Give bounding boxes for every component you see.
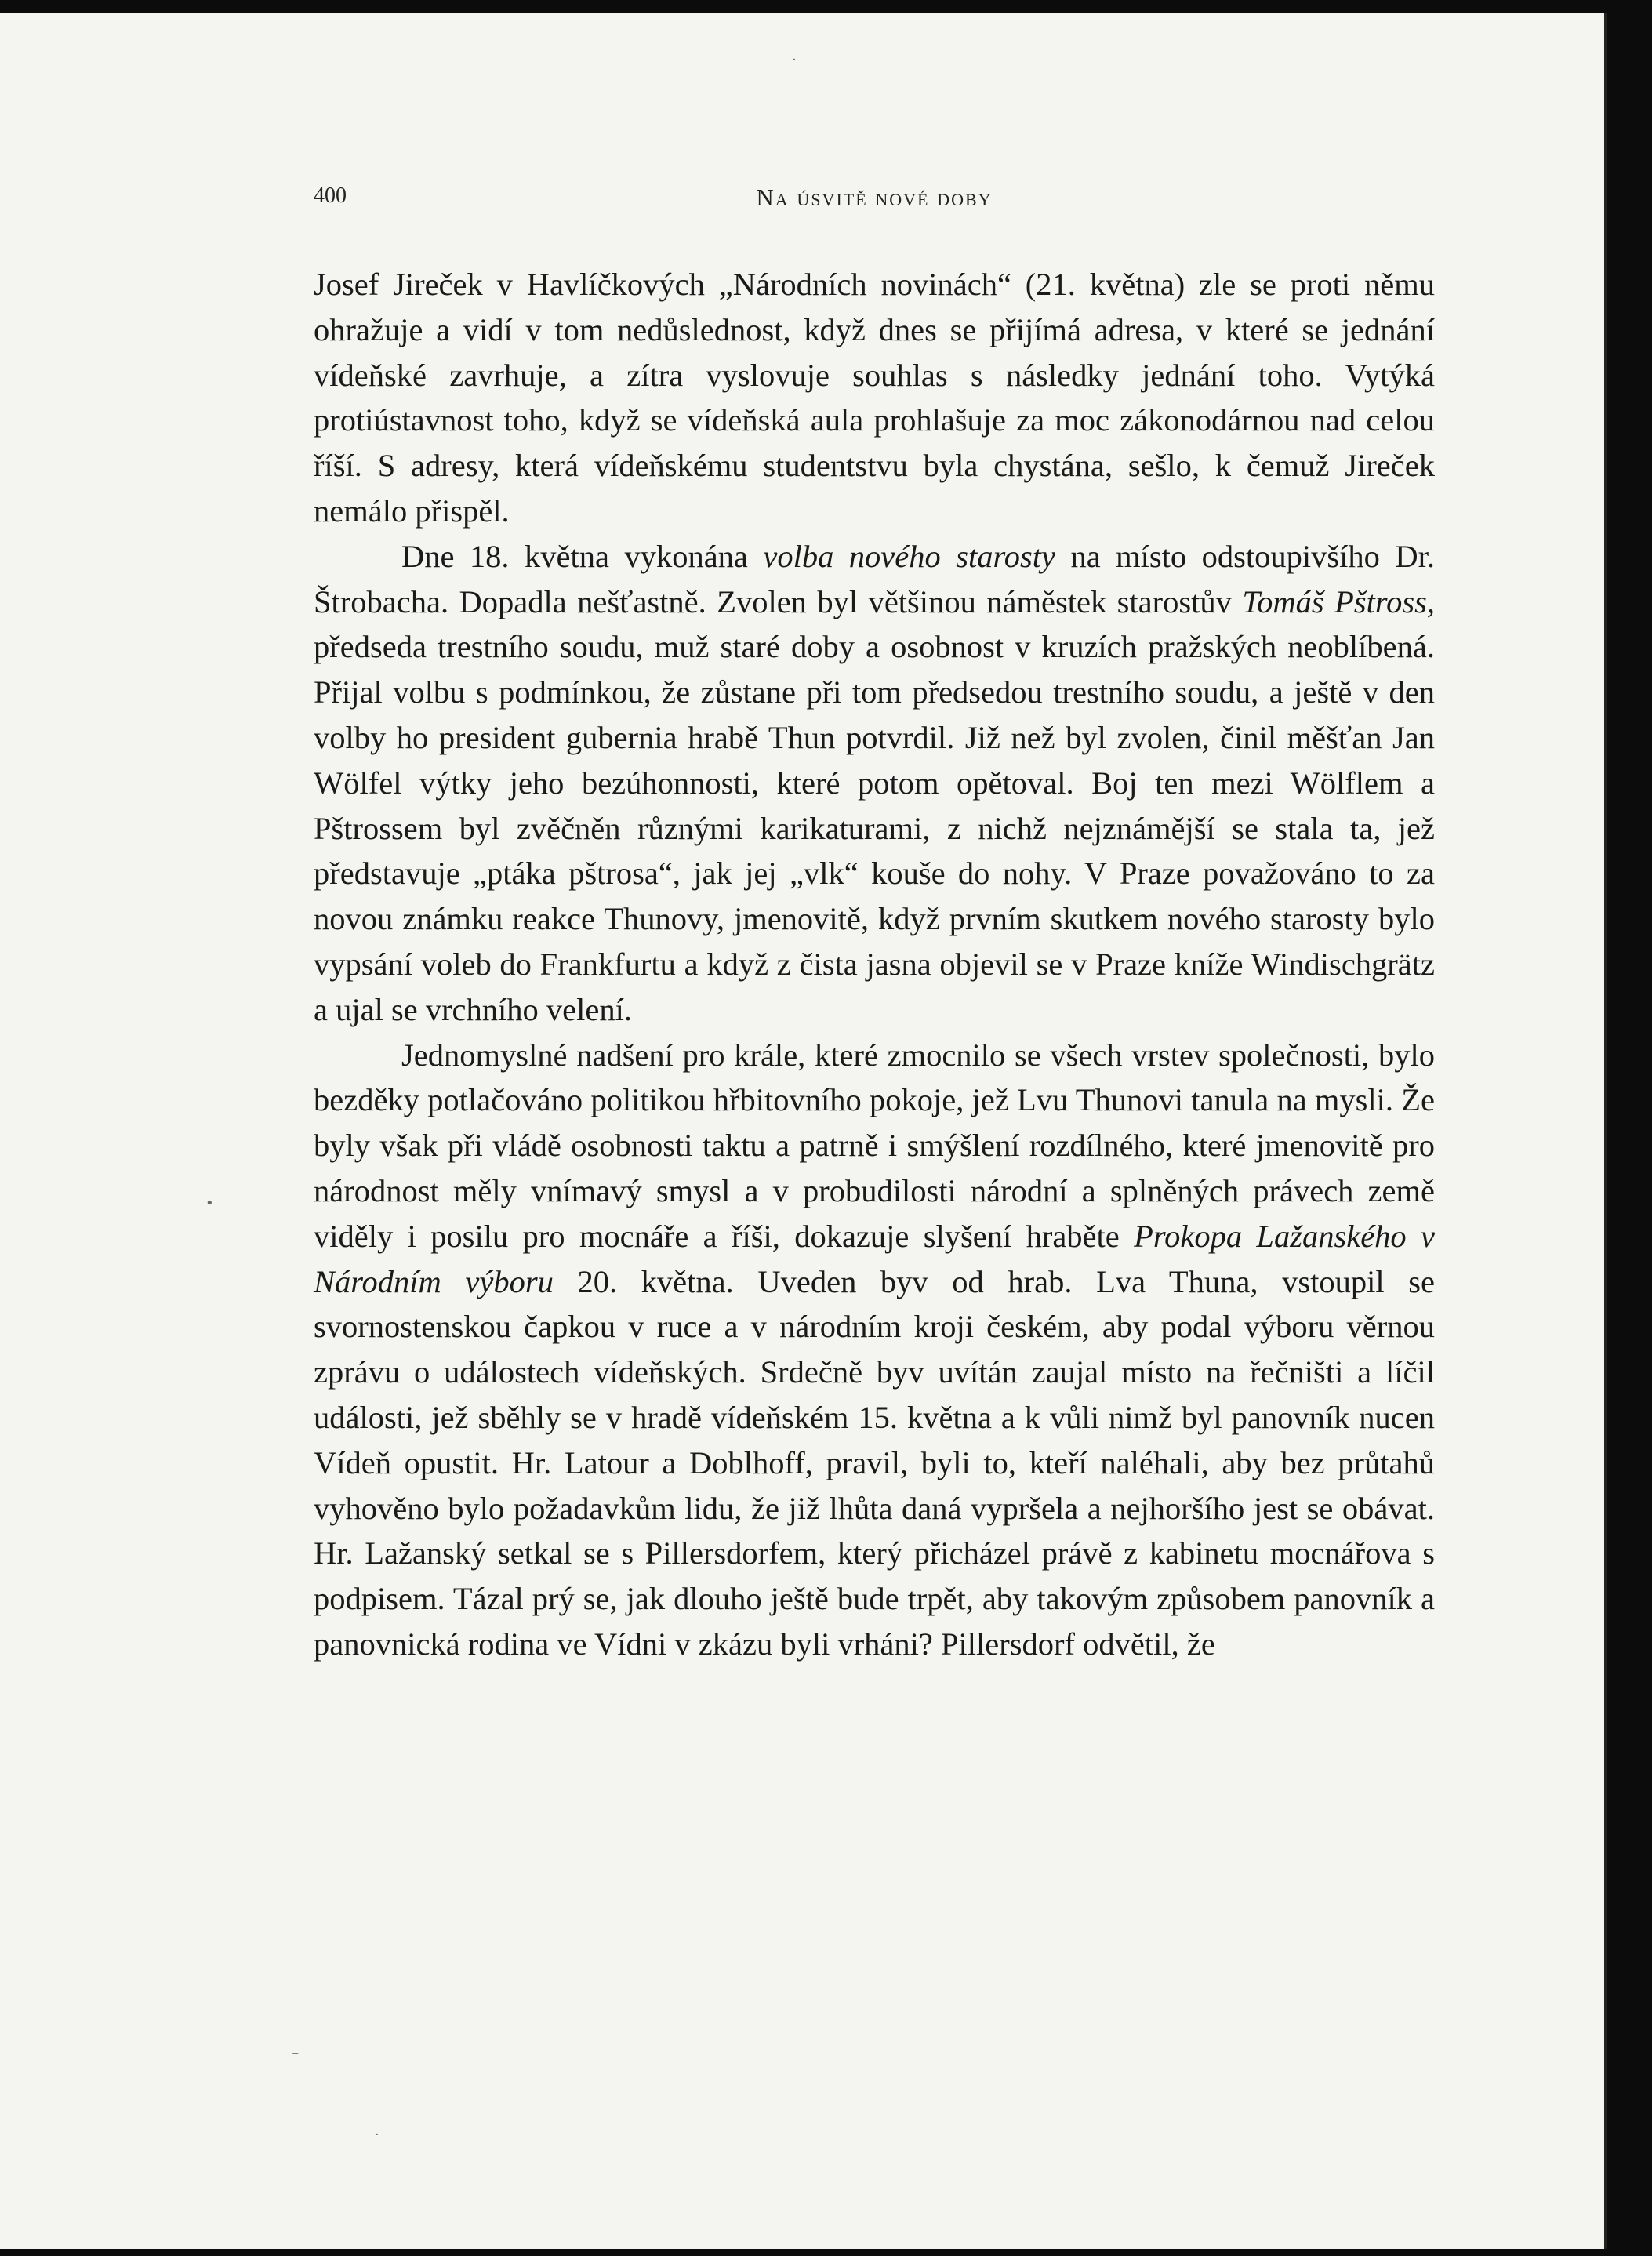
paragraph-3-text: Jednomyslné nadšení pro krále, které zmocnilo se všech vrstev společnosti, bylo bezděky potlačováno politikou hřbitovního pokoje, jež Lvu Thunovi tanula na mysli. Že byly však při vládě osobnosti taktu a patrně i smýšlení rozdílného, které jmenovitě pro národnost měly vnímavý smysl a v probudilosti národní a splněných právech země viděly i posilu pro mocnáře a říši, dokazuje slyšení hraběte (314, 1037, 1435, 1254)
scan-speck: ⁻ (292, 2048, 300, 2065)
paragraph-2-italic-phrase: volba nového starosty (763, 538, 1055, 574)
scan-speck: • (205, 1195, 214, 1212)
paragraph-3-text: 20. května. Uveden byv od hrab. Lva Thuna, vstoupil se svornostenskou čapkou v ruce a v národním kroji českém, aby podal výboru věrnou zprávu o událostech vídeňských. Srdečně byv uvítán zaujal místo na řečništi a líčil události, jež sběhly se v hradě vídeňském 15. května a k vůli nimž byl panovník nucen Vídeň opustit. Hr. Latour a Doblhoff, pravil, byli to, kteří naléhali, aby bez průtahů vyhověno bylo požadavkům lidu, že již lhůta daná vypršela a nejhoršího jest se obávat. Hr. Lažanský setkal se s Pillersdorfem, který přicházel právě z kabinetu mocnářova s podpisem. Tázal prý se, jak dlouho ještě bude trpět, aby takovým způsobem panovník a panovnická rodina ve Vídni v zkázu byli vrháni? Pillersdorf odvětil, že (314, 1263, 1435, 1662)
paragraph-1-text: Josef Jireček v Havlíčkových „Národních novinách“ (21. května) zle se proti němu ohražuje a vidí v tom nedůslednost, když dnes se přijímá adresa, v které se jednání vídeňské zavrhuje, a zítra vyslovuje souhlas s následky jednání toho. Vytýká protiústavnost toho, když se vídeňská aula prohlašuje za moc zákonodárnou nad celou říší. S adresy, která vídeňskému studentstvu byla chystána, sešlo, k čemuž Jireček nemálo přispěl. (314, 267, 1435, 529)
scan-speck: · (792, 52, 797, 68)
page-number: 400 (314, 183, 347, 208)
paragraph-2-text: na místo odstoupivšího Dr. Štrobacha. Dopadla nešťastně. Zvolen byl většinou náměstek starostův (314, 538, 1435, 619)
paragraph-1 (314, 262, 1435, 534)
paragraph-2-text: předseda trestního soudu, muž staré doby a osobnost v kruzích pražských neoblíbená. Přijal volbu s podmínkou, že zůstane při tom předsedou trestního soudu, a ještě v den volby ho president gubernia hrabě Thun potvrdil. Již než byl zvolen, činil měšťan Jan Wölfel výtky jeho bezúhonnosti, které potom opětoval. Boj ten mezi Wölflem a Pštrossem byl zvěčněn různými karikaturami, z nichž nejznámější se stala ta, jež představuje „ptáka pštrosa“, jak jej „vlk“ kouše do nohy. V Praze považováno to za novou známku reakce Thunovy, jmenovitě, když prvním skutkem nového starosty bylo vypsání voleb do Frankfurtu a když z čista jasna objevil se v Praze kníže Windischgrätz a ujal se vrchního velení. (314, 629, 1435, 1027)
page-header (314, 183, 1435, 215)
paragraph-2-text: Dne 18. května vykonána (401, 538, 764, 574)
body-text (314, 262, 1435, 1667)
running-title: Na úsvitě nové doby (756, 183, 993, 211)
paragraph-2 (314, 534, 1435, 1033)
paragraph-3-italic-phrase: Prokopa Lažanského v Národním výboru (314, 1218, 1435, 1299)
book-page (0, 13, 1607, 2249)
paragraph-2-italic-name: Tomáš Pštross, (1242, 583, 1435, 619)
scan-speck: · (375, 2127, 379, 2143)
paragraph-3 (314, 1033, 1435, 1667)
